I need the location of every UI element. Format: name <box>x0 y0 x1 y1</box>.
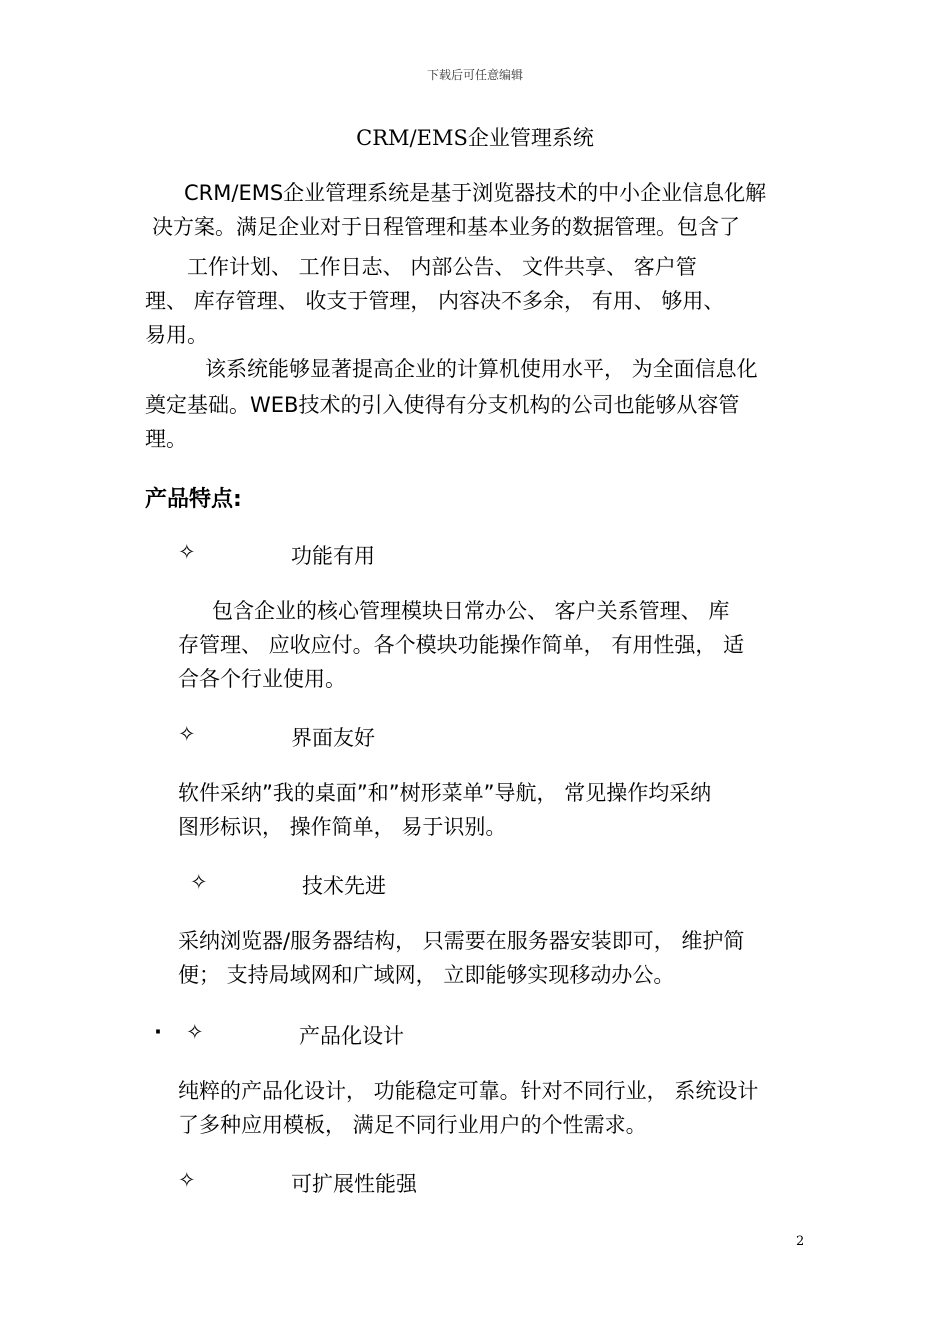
intro-p2-line-3: 理。 <box>145 427 187 451</box>
features-heading: 产品特点: <box>145 487 242 512</box>
diamond-bullet-icon: ✧ <box>178 540 196 564</box>
feature-title: 可扩展性能强 <box>291 1172 417 1196</box>
feature-title: 产品化设计 <box>299 1024 404 1048</box>
feature-desc-line: 了多种应用模板， 满足不同行业用户的个性需求。 <box>178 1113 647 1137</box>
feature-desc-line: 包含企业的核心管理模块日常办公、 客户关系管理、 库 <box>212 599 730 623</box>
intro-p2-line-1: 该系统能够显著提高企业的计算机使用水平， 为全面信息化 <box>205 357 758 381</box>
feature-desc-line: 合各个行业使用。 <box>178 667 346 691</box>
page-number: 2 <box>796 1234 805 1249</box>
intro-p1-line-5: 易用。 <box>145 323 208 347</box>
feature-desc-line: 图形标识， 操作简单， 易于识别。 <box>178 815 507 839</box>
feature-desc-line: 采纳浏览器/服务器结构， 只需要在服务器安装即可， 维护简 <box>178 929 745 953</box>
intro-p1-line-1: CRM/EMS企业管理系统是基于浏览器技术的中小企业信息化解 <box>184 181 767 205</box>
intro-p1-line-2: 决方案。满足企业对于日程管理和基本业务的数据管理。包含了 <box>152 215 740 239</box>
diamond-bullet-icon: ✧ <box>178 722 196 746</box>
diamond-bullet-icon: ✧ <box>178 1168 196 1192</box>
diamond-bullet-icon: ✧ <box>190 870 208 894</box>
intro-p2-line-2: 奠定基础。WEB技术的引入使得有分支机构的公司也能够从容管 <box>145 393 740 417</box>
header-note: 下载后可任意编辑 <box>426 68 523 82</box>
feature-title: 功能有用 <box>291 544 375 568</box>
dot-marker-icon: · <box>154 1020 162 1044</box>
intro-p1-line-4: 理、 库存管理、 收支于管理， 内容决不多余， 有用、 够用、 <box>145 289 725 313</box>
feature-title: 界面友好 <box>291 726 375 750</box>
feature-desc-line: 纯粹的产品化设计， 功能稳定可靠。针对不同行业， 系统设计 <box>178 1079 759 1103</box>
feature-desc-line: 便； 支持局域网和广域网， 立即能够实现移动办公。 <box>178 963 675 987</box>
document-title: CRM/EMS企业管理系统 <box>356 126 594 150</box>
diamond-bullet-icon: ✧ <box>186 1020 204 1044</box>
feature-desc-line: 软件采纳”我的桌面”和”树形菜单”导航， 常见操作均采纳 <box>178 781 712 805</box>
intro-p1-line-3: 工作计划、 工作日志、 内部公告、 文件共享、 客户管 <box>187 255 697 279</box>
feature-desc-line: 存管理、 应收应付。各个模块功能操作简单， 有用性强， 适 <box>178 633 745 657</box>
feature-title: 技术先进 <box>302 874 386 898</box>
